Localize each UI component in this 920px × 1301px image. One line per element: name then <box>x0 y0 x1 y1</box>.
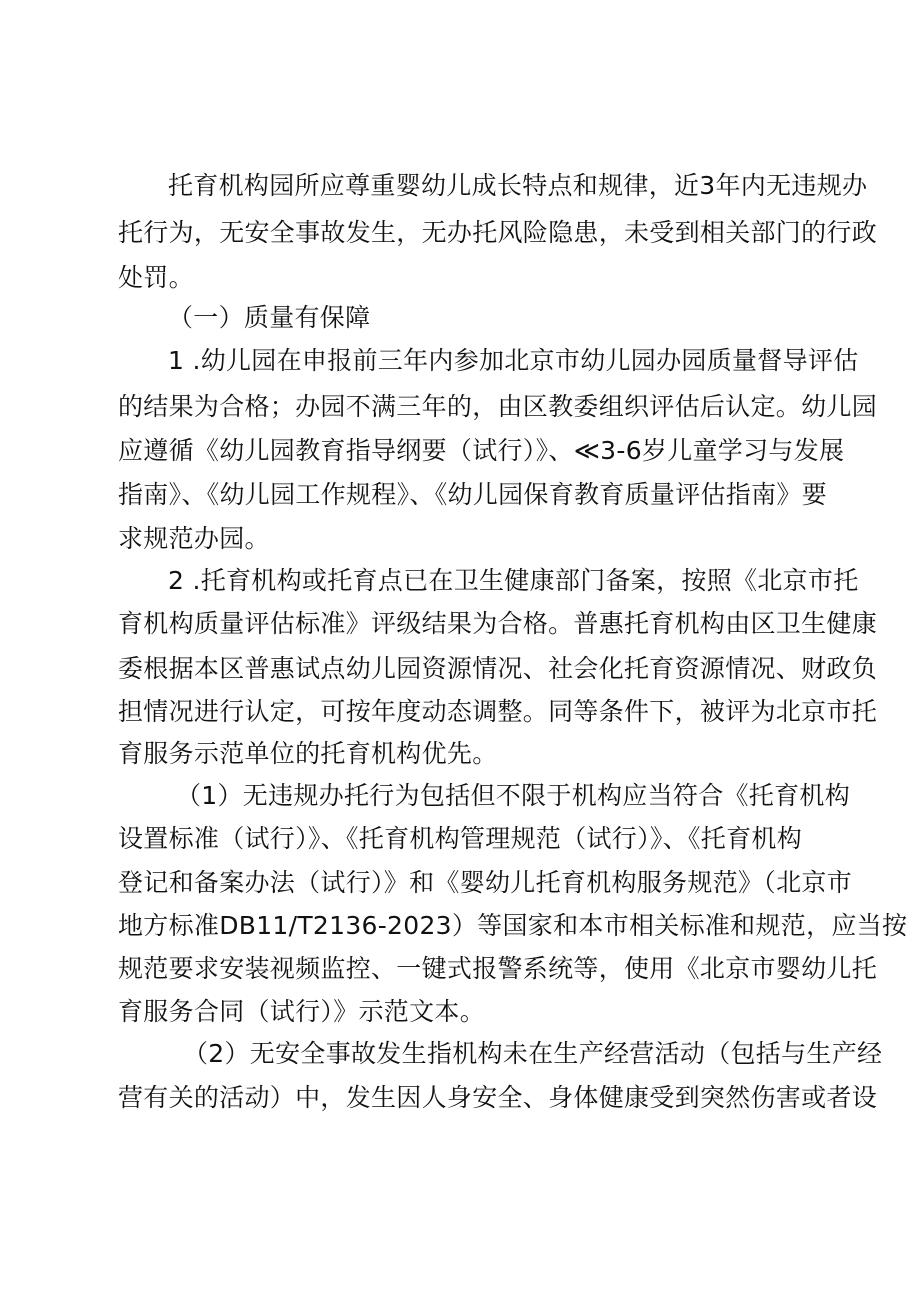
sub2-line-2: 营有关的活动）中，发生因人身安全、身体健康受到突然伤害或者设 <box>118 1083 878 1112</box>
item2-line-3: 委根据本区普惠试点幼儿园资源情况、社会化托育资源情况、财政负 <box>118 654 878 683</box>
item2-line-2: 育机构质量评估标准》评级结果为合格。普惠托育机构由区卫生健康 <box>118 609 878 638</box>
sub1-line-2: 设置标准（试行）》、《托育机构管理规范（试行）》、《托育机构 <box>118 824 803 853</box>
sub1-line-6: 育服务合同（试行）》示范文本。 <box>118 997 486 1026</box>
item1-line-3: 应遵循《幼儿园教育指导纲要（试行）》、≪3-6岁儿童学习与发展 <box>118 436 845 465</box>
sub1-line-1: （1）无违规办托行为包括但不限于机构应当符合《托育机构 <box>176 781 851 810</box>
sub1-line-3: 登记和备案办法（试行）》和《婴幼儿托育机构服务规范》（北京市 <box>118 868 853 897</box>
item1-line-4: 指南》、《幼儿园工作规程》、《幼儿园保育教育质量评估指南》要 <box>118 480 828 509</box>
section-heading: （一）质量有保障 <box>168 303 371 332</box>
intro-line-3: 处罚。 <box>118 263 194 292</box>
item2-line-1: 2 .托育机构或托育点已在卫生健康部门备案，按照《北京市托 <box>168 566 859 595</box>
item2-line-5: 育服务示范单位的托育机构优先。 <box>118 739 498 768</box>
intro-line-2: 托行为，无安全事故发生，无办托风险隐患，未受到相关部门的行政 <box>118 218 878 247</box>
sub1-line-5: 规范要求安装视频监控、一键式报警系统等，使用《北京市婴幼儿托 <box>118 954 878 983</box>
intro-line-1: 托育机构园所应尊重婴幼儿成长特点和规律，近3年内无违规办 <box>168 171 868 200</box>
item1-line-1: 1 .幼儿园在申报前三年内参加北京市幼儿园办园质量督导评估 <box>168 346 859 375</box>
item1-line-5: 求规范办园。 <box>118 524 270 553</box>
sub1-line-4: 地方标准DB11/T2136-2023）等国家和本市相关标准和规范，应当按 <box>118 911 908 940</box>
item1-line-2: 的结果为合格；办园不满三年的，由区教委组织评估后认定。幼儿园 <box>118 392 878 421</box>
item2-line-4: 担情况进行认定，可按年度动态调整。同等条件下，被评为北京市托 <box>118 697 878 726</box>
sub2-line-1: （2）无安全事故发生指机构未在生产经营活动（包括与生产经 <box>183 1039 883 1068</box>
